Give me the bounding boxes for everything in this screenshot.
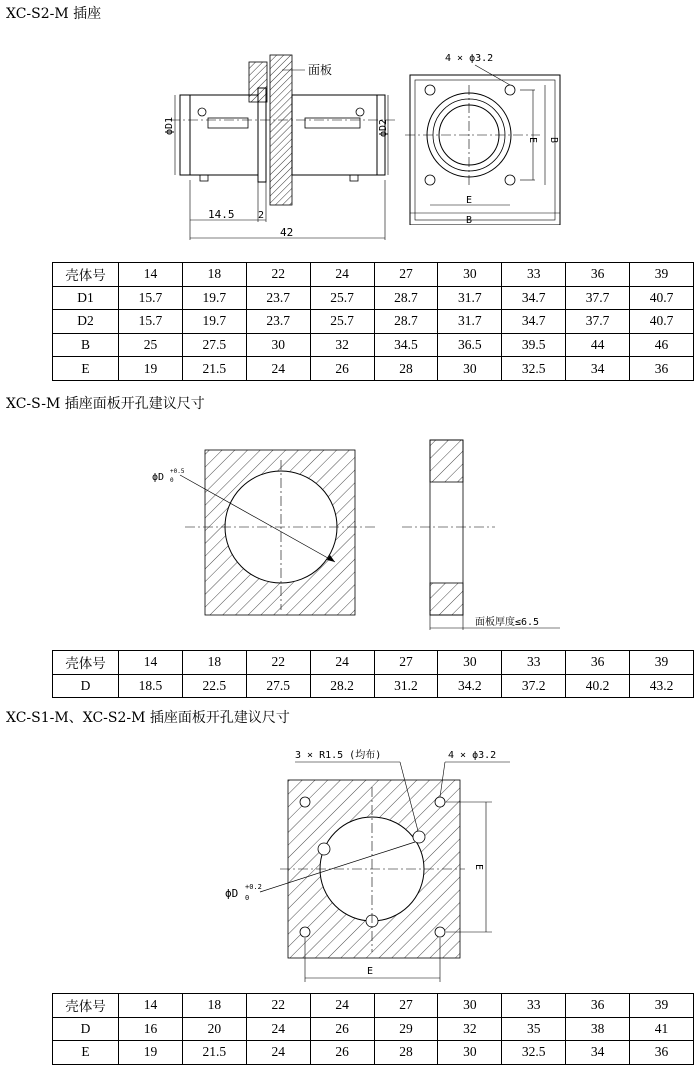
table-cell: 39: [630, 651, 694, 675]
table-cell: 19.7: [182, 310, 246, 334]
table-cell: 27: [374, 651, 438, 675]
table-cell: 14: [119, 994, 183, 1018]
table-cell: 24: [310, 651, 374, 675]
table-cell: 34: [566, 357, 630, 381]
table-cell: 28.7: [374, 286, 438, 310]
table-cell: 16: [119, 1017, 183, 1041]
d1-label: ϕD1: [164, 116, 175, 135]
table-cell: 壳体号: [53, 263, 119, 287]
d2-label: ϕD2: [378, 118, 389, 137]
table-row: [53, 994, 694, 1018]
table-cell: 39.5: [502, 333, 566, 357]
table-cell: 32.5: [502, 357, 566, 381]
table-cell: 36: [630, 1041, 694, 1065]
section2-title: XC-S-M 插座面板开孔建议尺寸: [6, 396, 205, 412]
table-cell: 36.5: [438, 333, 502, 357]
table-cell: 34.7: [502, 310, 566, 334]
table-cell: 37.7: [566, 310, 630, 334]
table-cell: 21.5: [182, 357, 246, 381]
table-cell: 27.5: [246, 674, 310, 698]
table-cell: 28: [374, 1041, 438, 1065]
table-cell: D: [53, 674, 119, 698]
table-cell: 40.7: [630, 310, 694, 334]
dim-42-label: 42: [280, 226, 294, 239]
table-cell: 22: [246, 651, 310, 675]
table-cell: 32.5: [502, 1041, 566, 1065]
table-cell: E: [53, 357, 119, 381]
panel-section: [270, 55, 292, 205]
table-cell: 31.2: [374, 674, 438, 698]
dim-14-5-label: 14.5: [208, 208, 235, 221]
tol-lower-label-2: 0: [245, 894, 250, 902]
holes-label: 4 × ϕ3.2: [445, 53, 494, 64]
table-cell: 31.7: [438, 310, 502, 334]
table-cell: 30: [246, 333, 310, 357]
dim-2-label: 2: [258, 210, 265, 221]
panel-label: 面板: [308, 63, 333, 77]
table-cell: 15.7: [119, 286, 183, 310]
table-row: [53, 651, 694, 675]
table-cell: 27: [374, 994, 438, 1018]
table-cell: 23.7: [246, 310, 310, 334]
table-cell: 32: [310, 333, 374, 357]
table-cell: E: [53, 1041, 119, 1065]
table-cell: 36: [630, 357, 694, 381]
table-row: [53, 1017, 694, 1041]
table-cell: 18: [182, 994, 246, 1018]
table-cell: 27.5: [182, 333, 246, 357]
side-view-drawing: [150, 40, 400, 250]
section1-title: XC-S2-M 插座: [6, 6, 102, 22]
table-cell: 26: [310, 357, 374, 381]
table-cell: 24: [246, 1041, 310, 1065]
table-cell: D: [53, 1017, 119, 1041]
table-cell: 39: [630, 263, 694, 287]
table-cell: 31.7: [438, 286, 502, 310]
table-cell: 38: [566, 1017, 630, 1041]
table-cell: 壳体号: [53, 651, 119, 675]
table-cell: 22.5: [182, 674, 246, 698]
table-cell: 20: [182, 1017, 246, 1041]
table-cell: 40.2: [566, 674, 630, 698]
table-cell: B: [53, 333, 119, 357]
table-cell: 25.7: [310, 310, 374, 334]
table-cell: 21.5: [182, 1041, 246, 1065]
holes-label-2: 4 × ϕ3.2: [448, 750, 497, 761]
table-cell: 32: [438, 1017, 502, 1041]
table-cell: 18: [182, 263, 246, 287]
table-cell: 24: [310, 263, 374, 287]
table-cell: 30: [438, 357, 502, 381]
thickness-label: 面板厚度≤6.5: [475, 617, 540, 628]
table-cell: 33: [502, 263, 566, 287]
table-cell: 19.7: [182, 286, 246, 310]
table-cell: 41: [630, 1017, 694, 1041]
table-cell: D2: [53, 310, 119, 334]
dim-e-vertical-label: E: [527, 137, 538, 144]
table-cell: 18.5: [119, 674, 183, 698]
section3-title: XC-S1-M、XC-S2-M 插座面板开孔建议尺寸: [6, 710, 290, 726]
table-cell: 39: [630, 994, 694, 1018]
phi-d-label-2: ϕD: [225, 887, 239, 900]
table-cell: 28: [374, 357, 438, 381]
table-cell: 25.7: [310, 286, 374, 310]
table-cell: 22: [246, 994, 310, 1018]
table-cell: 34: [566, 1041, 630, 1065]
table-cell: 44: [566, 333, 630, 357]
table-row: [53, 310, 694, 334]
table-row: [53, 333, 694, 357]
table-cell: 24: [246, 1017, 310, 1041]
table-cell: 28.2: [310, 674, 374, 698]
table-row: [53, 1041, 694, 1065]
table-cell: 29: [374, 1017, 438, 1041]
dim-e-horizontal-label-2: E: [367, 966, 374, 977]
table-cell: 壳体号: [53, 994, 119, 1018]
table-cell: 24: [310, 994, 374, 1018]
table-cell: 30: [438, 1041, 502, 1065]
table-row: [53, 357, 694, 381]
front-view-drawing: [405, 45, 565, 225]
table-cell: 33: [502, 651, 566, 675]
table-cell: 26: [310, 1017, 374, 1041]
table-cell: 30: [438, 263, 502, 287]
table-cell: 33: [502, 994, 566, 1018]
spec-table-1: [52, 262, 694, 381]
table-cell: 43.2: [630, 674, 694, 698]
table-cell: 25: [119, 333, 183, 357]
table-cell: 37.2: [502, 674, 566, 698]
dim-e-vertical-label-2: E: [473, 864, 484, 871]
table-cell: 24: [246, 357, 310, 381]
phi-d-label: ϕD: [152, 472, 165, 483]
table-cell: 28.7: [374, 310, 438, 334]
table-cell: D1: [53, 286, 119, 310]
panel-cutout-drawing: [140, 430, 580, 640]
table-cell: 37.7: [566, 286, 630, 310]
table-cell: 19: [119, 1041, 183, 1065]
notched-cutout-drawing: [200, 742, 530, 982]
table-cell: 34.5: [374, 333, 438, 357]
spec-table-2: [52, 650, 694, 698]
tol-upper-label-2: +0.2: [245, 883, 262, 891]
table-cell: 36: [566, 651, 630, 675]
notches-label: 3 × R1.5 (均布): [295, 750, 382, 761]
table-cell: 23.7: [246, 286, 310, 310]
table-cell: 34.2: [438, 674, 502, 698]
table-cell: 14: [119, 263, 183, 287]
tol-lower-label: 0: [170, 477, 174, 484]
table-cell: 30: [438, 994, 502, 1018]
table-row: [53, 263, 694, 287]
table-cell: 30: [438, 651, 502, 675]
table-cell: 35: [502, 1017, 566, 1041]
dim-e-horizontal-label: E: [466, 195, 473, 206]
dim-b-vertical-label: B: [548, 137, 559, 144]
table-cell: 22: [246, 263, 310, 287]
table-cell: 18: [182, 651, 246, 675]
table-cell: 36: [566, 994, 630, 1018]
table-cell: 19: [119, 357, 183, 381]
table-row: [53, 674, 694, 698]
table-cell: 34.7: [502, 286, 566, 310]
table-cell: 14: [119, 651, 183, 675]
table-cell: 26: [310, 1041, 374, 1065]
spec-table-3: [52, 993, 694, 1065]
table-cell: 46: [630, 333, 694, 357]
table-cell: 36: [566, 263, 630, 287]
dim-b-horizontal-label: B: [466, 215, 473, 225]
table-row: [53, 286, 694, 310]
table-cell: 40.7: [630, 286, 694, 310]
tol-upper-label: +0.5: [170, 468, 185, 475]
table-cell: 15.7: [119, 310, 183, 334]
table-cell: 27: [374, 263, 438, 287]
